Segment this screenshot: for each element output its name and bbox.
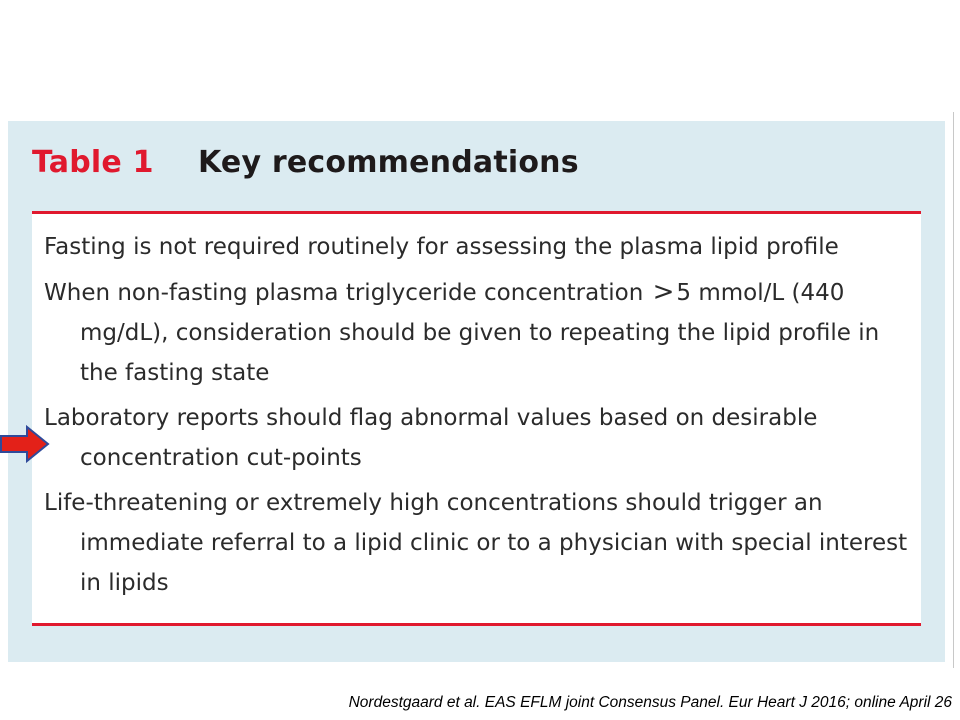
right-arrow-icon — [0, 424, 50, 464]
recommendation-text: Life-threatening or extremely high concentrations should trigger an immediate referral to a lipid clinic or to a physician with special interest in lipids — [44, 490, 908, 596]
table-heading — [32, 143, 579, 183]
recommendation-item — [44, 227, 909, 267]
recommendation-text: Laboratory reports should flag abnormal values based on desirable concentration cut-points — [44, 405, 818, 471]
recommendation-item — [44, 272, 909, 393]
recommendations-table — [8, 121, 945, 662]
arrow-shape — [1, 427, 48, 461]
recommendation-text: When non-fasting plasma triglyceride concentration — [44, 280, 651, 306]
recommendation-text-continued: 5 mmol/L (440 mg/dL), consideration should be given to repeating the lipid profile in the fasting state — [80, 280, 880, 386]
bottom-rule — [32, 623, 921, 626]
recommendation-item — [44, 398, 909, 478]
table-title: Key recommendations — [198, 145, 579, 180]
recommendation-text: Fasting is not required routinely for assessing the plasma lipid profile — [44, 234, 839, 260]
table-label: Table 1 — [32, 145, 154, 180]
citation-text: Nordestgaard et al. EAS EFLM joint Consensus Panel. Eur Heart J 2016; online April 26 — [348, 694, 952, 711]
recommendation-list — [32, 214, 909, 603]
recommendation-item — [44, 483, 909, 603]
table-body — [32, 214, 921, 623]
slide-edge-divider — [953, 112, 954, 668]
greater-than-symbol: > — [652, 277, 675, 307]
